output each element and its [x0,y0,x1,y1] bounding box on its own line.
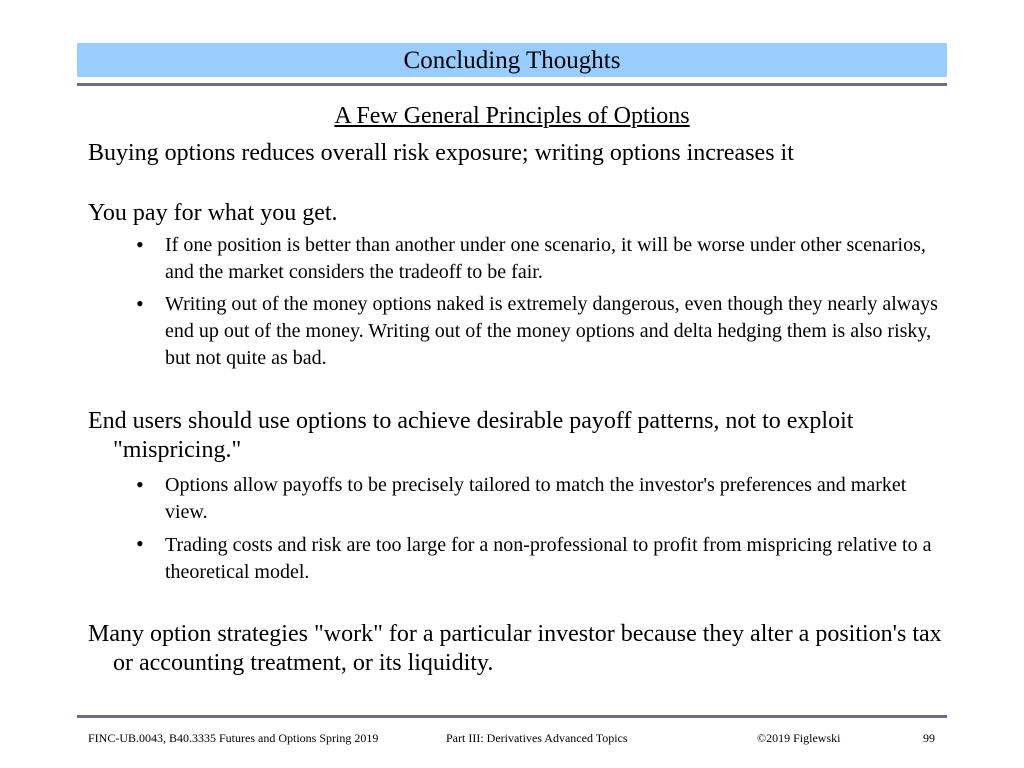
footer-part: Part III: Derivatives Advanced Topics [446,731,628,745]
bullet-2-2: • [136,291,144,316]
bullet-2-1: • [136,232,144,257]
subpoint-2-2: Writing out of the money options naked is extremely dangerous, even though they nearly always end up out of the money. Writing out of the money options and delta hedging them is also risky, but not quite as bad. [165,293,938,369]
bottom-divider [77,715,947,718]
point-1: Buying options reduces overall risk exposure; writing options increases it [88,140,794,166]
subpoint-3-1: Options allow payoffs to be precisely tailored to match the investor's preferences and market view. [165,474,907,523]
bullet-3-2: • [136,531,144,556]
footer-course: FINC-UB.0043, B40.3335 Futures and Options Spring 2019 [88,731,379,745]
point-2: You pay for what you get. [88,200,338,226]
bullet-3-1: • [136,472,144,497]
footer-page-number: 99 [923,731,935,745]
point-4: Many option strategies "work" for a particular investor because they alter a position's tax or accounting treatment, or its liquidity. [88,621,942,676]
slide-subtitle [0,102,1024,130]
slide-subtitle-text: A Few General Principles of Options [334,103,690,129]
title-bar [77,43,947,77]
top-divider [77,83,947,86]
point-3: End users should use options to achieve desirable payoff patterns, not to exploit "mispricing." [88,408,854,463]
slide-title: Concluding Thoughts [403,47,621,74]
subpoint-2-1: If one position is better than another under one scenario, it will be worse under other scenarios, and the market considers the tradeoff to be fair. [165,234,926,283]
footer-copyright: ©2019 Figlewski [757,731,841,745]
subpoint-3-2: Trading costs and risk are too large for a non-professional to profit from mispricing relative to a theoretical model. [165,534,932,583]
